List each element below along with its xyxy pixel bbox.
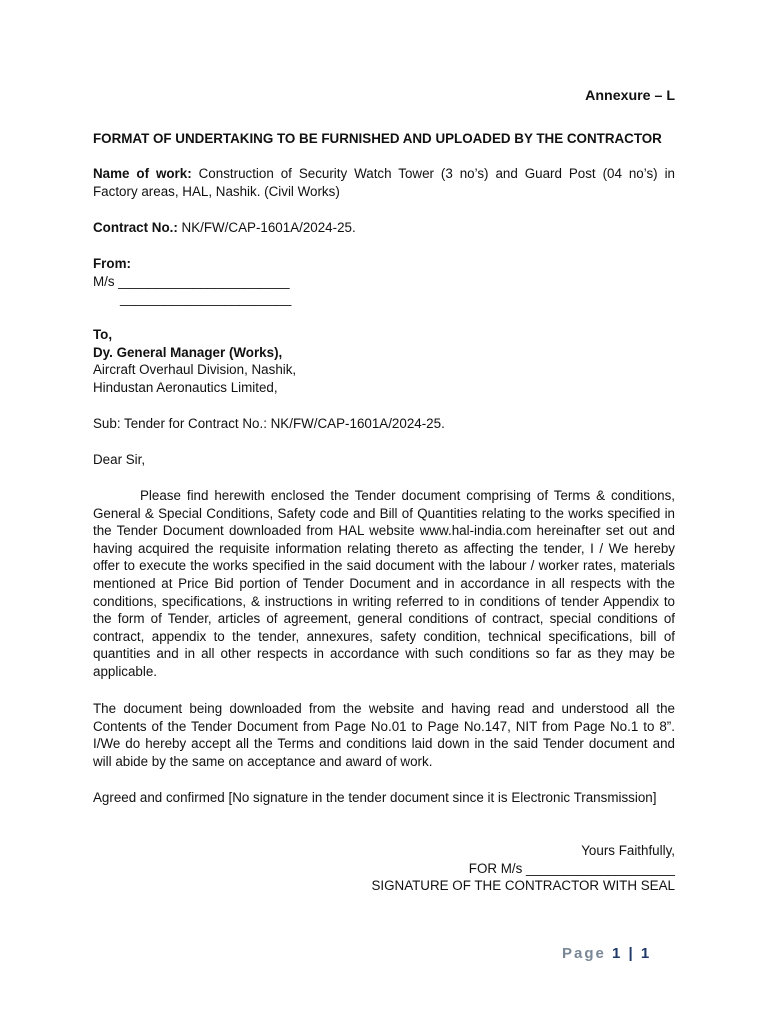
signature-line: SIGNATURE OF THE CONTRACTOR WITH SEAL <box>371 878 675 894</box>
page-word: Page <box>562 945 606 962</box>
contract-value: NK/FW/CAP-1601A/2024-25. <box>181 220 356 235</box>
total-pages: 1 <box>640 945 652 962</box>
current-page: 1 <box>612 945 623 962</box>
from-ms-line: M/s _______________________ <box>93 273 290 289</box>
for-ms-line: FOR M/s ____________________ <box>468 860 675 876</box>
name-of-work-text: Construction of Security Watch Tower (3 no’s) and Guard Post (04 no’s) in Factory areas, HAL, Nashik. (Civil Works) <box>93 166 675 199</box>
contract-number <box>93 219 675 237</box>
to-address-line1: Aircraft Overhaul Division, Nashik, <box>93 362 297 378</box>
document-heading: FORMAT OF UNDERTAKING TO BE FURNISHED AND UPLOADED BY THE CONTRACTOR <box>93 131 662 146</box>
body-paragraph-1: Please find herewith enclosed the Tender document comprising of Terms & conditions, General & Special Conditions, Safety code and Bill of Quantities relating to the works specified in the Tender Document downloaded from HAL website www.hal-india.com hereinafter set out and having acquired the requisite information relating thereto as affecting the tender, I / We hereby offer to execute the works specified in the said document with the labour / worker rates, materials mentioned at Price Bid portion of Tender Document and in accordance in all respects with the conditions, specifications, & instructions in writing referred to in conditions of tender Appendix to the form of Tender, articles of agreement, general conditions of contract, special conditions of contract, appendix to the tender, annexures, safety condition, technical specifications, bill of quantities and in all other respects in accordance with such conditions so far as they may be applicable. <box>93 488 675 679</box>
subject-line: Sub: Tender for Contract No.: NK/FW/CAP-1601A/2024-25. <box>93 416 445 431</box>
to-designation: Dy. General Manager (Works), <box>93 344 283 360</box>
page-separator: | <box>628 945 635 962</box>
salutation: Dear Sir, <box>93 452 146 467</box>
page-number-footer <box>562 945 651 962</box>
signoff-block <box>371 842 675 895</box>
from-block <box>93 255 675 308</box>
to-label: To, <box>93 327 113 342</box>
name-of-work-label: Name of work: <box>93 166 192 181</box>
name-of-work <box>93 165 675 200</box>
to-address-line2: Hindustan Aeronautics Limited, <box>93 379 278 395</box>
annexure-label: Annexure – L <box>585 88 675 104</box>
body-paragraph-2: The document being downloaded from the website and having read and understood all the Contents of the Tender Document from Page No.01 to Page No.147, NIT from Page No.1 to 8”. I/We do hereby accept all the Terms and conditions laid down in the said Tender document and will abide by the same on acceptance and award of work. <box>93 701 675 769</box>
body-paragraph-3: Agreed and confirmed [No signature in the tender document since it is Electronic Transmission] <box>93 790 657 805</box>
from-label: From: <box>93 256 131 271</box>
to-block <box>93 326 675 396</box>
yours-faithfully: Yours Faithfully, <box>581 843 675 858</box>
from-blank-line: _______________________ <box>120 291 292 307</box>
contract-label: Contract No.: <box>93 220 178 235</box>
